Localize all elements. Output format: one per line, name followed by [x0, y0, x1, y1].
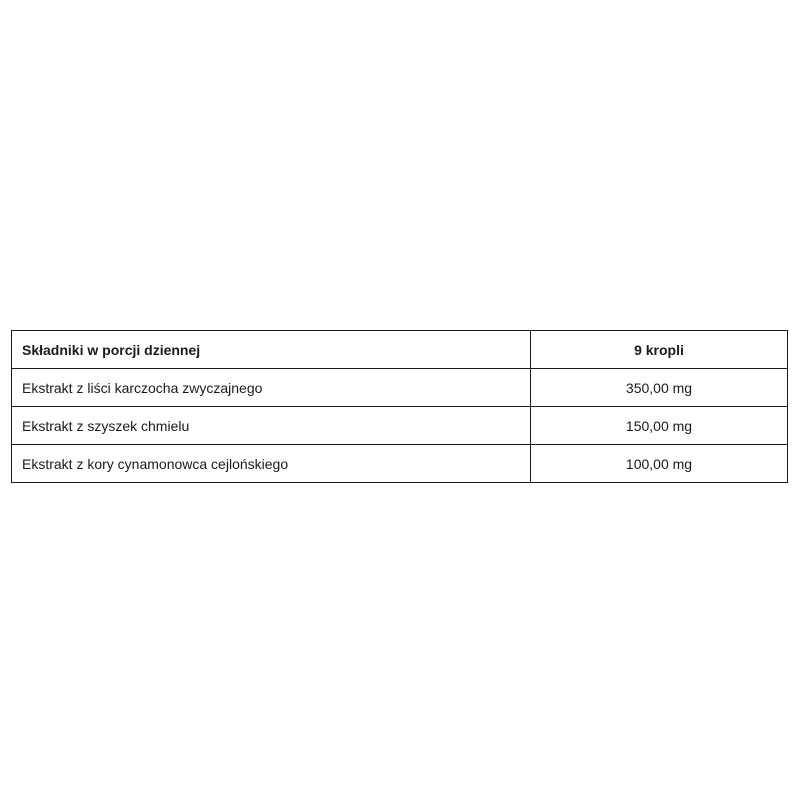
ingredient-amount-cell: 100,00 mg	[531, 445, 788, 483]
ingredient-name-cell: Ekstrakt z kory cynamonowca cejlońskiego	[12, 445, 531, 483]
header-amount-cell: 9 kropli	[531, 331, 788, 369]
table-row	[12, 369, 788, 407]
header-ingredient-cell: Składniki w porcji dziennej	[12, 331, 531, 369]
ingredient-name-cell: Ekstrakt z szyszek chmielu	[12, 407, 531, 445]
table-body	[12, 369, 788, 483]
table-row	[12, 407, 788, 445]
table-header-row	[12, 331, 788, 369]
ingredient-name-cell: Ekstrakt z liści karczocha zwyczajnego	[12, 369, 531, 407]
ingredient-amount-cell: 150,00 mg	[531, 407, 788, 445]
ingredients-table	[11, 330, 788, 483]
table-header	[12, 331, 788, 369]
ingredient-amount-cell: 350,00 mg	[531, 369, 788, 407]
table-row	[12, 445, 788, 483]
